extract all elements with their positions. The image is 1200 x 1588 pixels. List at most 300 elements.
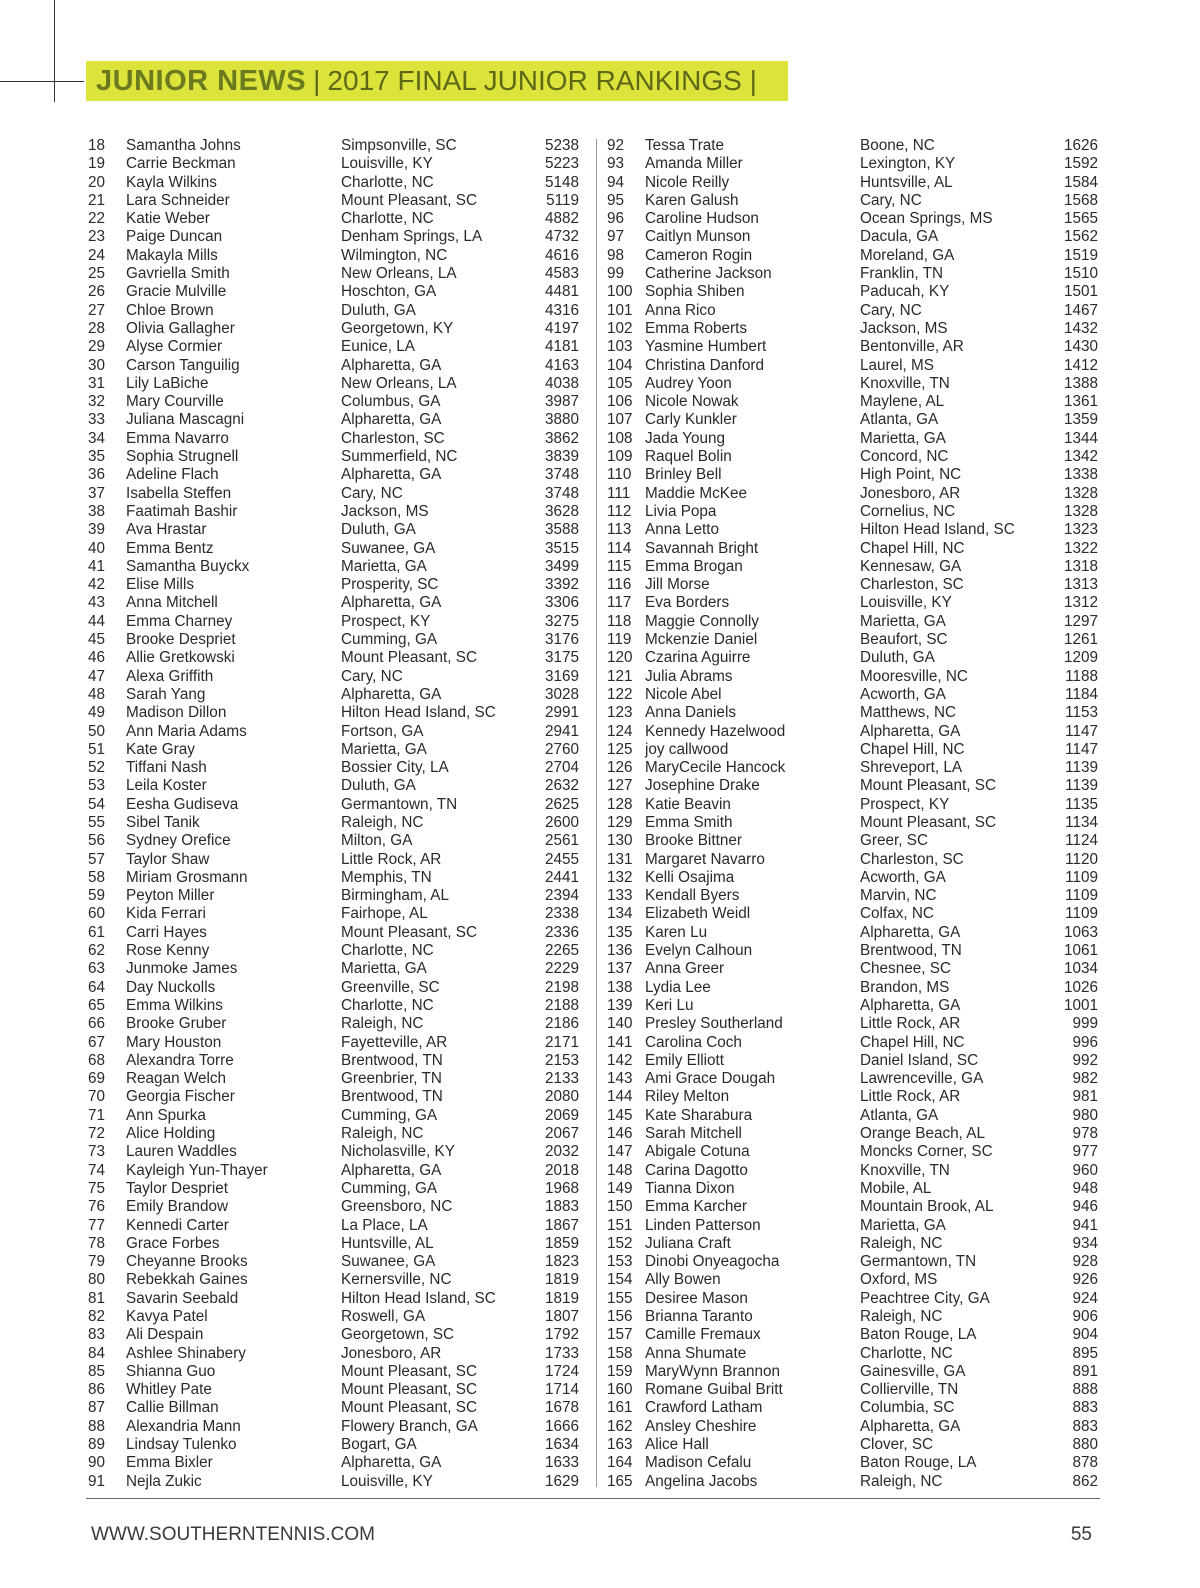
ranking-row — [604, 1436, 1100, 1454]
hometown-cell: Cumming, GA — [341, 1106, 438, 1124]
ranking-row — [604, 411, 1100, 429]
ranking-row — [86, 155, 581, 173]
ranking-row — [604, 631, 1100, 649]
player-name-cell: Cheyanne Brooks — [126, 1253, 248, 1271]
points-cell: 1188 — [1065, 667, 1098, 685]
points-cell: 1819 — [544, 1271, 579, 1289]
points-cell: 2069 — [544, 1106, 579, 1124]
rank-cell: 157 — [607, 1326, 633, 1344]
rank-cell: 19 — [88, 155, 106, 173]
hometown-cell: Marietta, GA — [860, 1216, 946, 1234]
rank-cell: 49 — [88, 704, 106, 722]
hometown-cell: Germantown, TN — [341, 795, 458, 813]
hometown-cell: Raleigh, NC — [341, 1015, 424, 1033]
ranking-row — [604, 393, 1100, 411]
ranking-row — [86, 375, 581, 393]
hometown-cell: Raleigh, NC — [860, 1234, 943, 1252]
hometown-cell: Jackson, MS — [341, 502, 429, 520]
rank-cell: 88 — [88, 1417, 106, 1435]
hometown-cell: Eunice, LA — [341, 338, 415, 356]
points-cell: 2941 — [544, 722, 579, 740]
player-name-cell: Karen Galush — [645, 191, 739, 209]
hometown-cell: La Place, LA — [341, 1216, 428, 1234]
player-name-cell: Mary Houston — [126, 1033, 222, 1051]
player-name-cell: Nicole Nowak — [645, 393, 739, 411]
rank-cell: 112 — [607, 502, 632, 520]
rank-cell: 144 — [607, 1088, 633, 1106]
hometown-cell: Marietta, GA — [860, 612, 946, 630]
hometown-cell: Maylene, AL — [860, 393, 945, 411]
player-name-cell: Brooke Despriet — [126, 631, 236, 649]
ranking-row — [86, 1436, 581, 1454]
points-cell: 1109 — [1065, 887, 1098, 905]
rank-cell: 66 — [88, 1015, 106, 1033]
hometown-cell: Charleston, SC — [860, 576, 964, 594]
points-cell: 3628 — [544, 502, 579, 520]
points-cell: 883 — [1072, 1417, 1098, 1435]
ranking-row — [86, 174, 581, 192]
hometown-cell: Brentwood, TN — [341, 1051, 443, 1069]
points-cell: 2704 — [544, 759, 579, 777]
player-name-cell: Eva Borders — [645, 594, 730, 612]
ranking-row — [604, 887, 1100, 905]
player-name-cell: Nicole Reilly — [645, 173, 730, 191]
rank-cell: 131 — [607, 850, 633, 868]
ranking-row — [604, 1345, 1100, 1363]
rank-cell: 105 — [607, 374, 633, 392]
rank-cell: 24 — [88, 246, 106, 264]
hometown-cell: Alpharetta, GA — [341, 411, 442, 429]
hometown-cell: Chesnee, SC — [860, 960, 951, 978]
points-cell: 1120 — [1065, 850, 1098, 868]
ranking-row — [86, 1381, 581, 1399]
rank-cell: 126 — [607, 759, 633, 777]
player-name-cell: Anna Shumate — [645, 1344, 747, 1362]
rank-cell: 132 — [607, 868, 633, 886]
points-cell: 2198 — [544, 978, 579, 996]
rank-cell: 18 — [88, 137, 106, 154]
hometown-cell: Marvin, NC — [860, 887, 937, 905]
points-cell: 1568 — [1063, 191, 1098, 209]
points-cell: 3588 — [544, 521, 579, 539]
rank-cell: 38 — [88, 502, 106, 520]
ranking-row — [86, 466, 581, 484]
ranking-row — [604, 1473, 1100, 1491]
player-name-cell: Livia Popa — [645, 502, 717, 520]
rank-cell: 95 — [607, 191, 625, 209]
ranking-row — [86, 1345, 581, 1363]
rankings-column-left — [86, 137, 581, 1491]
hometown-cell: Chapel Hill, NC — [860, 1033, 965, 1051]
rank-cell: 98 — [607, 246, 625, 264]
points-cell: 1634 — [544, 1436, 579, 1454]
ranking-row — [86, 558, 581, 576]
rank-cell: 44 — [88, 612, 106, 630]
rank-cell: 74 — [88, 1161, 106, 1179]
points-cell: 926 — [1072, 1271, 1098, 1289]
player-name-cell: Savannah Bright — [645, 539, 759, 557]
rank-cell: 36 — [88, 466, 106, 484]
ranking-row — [86, 942, 581, 960]
rank-cell: 47 — [88, 667, 106, 685]
points-cell: 1519 — [1063, 246, 1098, 264]
hometown-cell: Raleigh, NC — [341, 813, 424, 831]
rank-cell: 109 — [607, 448, 633, 466]
player-name-cell: Carolina Coch — [645, 1033, 742, 1051]
points-cell: 4038 — [544, 374, 579, 392]
player-name-cell: Brooke Gruber — [126, 1015, 227, 1033]
ranking-row — [604, 137, 1100, 155]
ranking-row — [604, 1143, 1100, 1161]
rank-cell: 96 — [607, 210, 625, 228]
rank-cell: 72 — [88, 1125, 106, 1143]
ranking-row — [86, 338, 581, 356]
hometown-cell: Lawrenceville, GA — [860, 1070, 984, 1088]
points-cell: 1139 — [1065, 759, 1098, 777]
hometown-cell: Wilmington, NC — [341, 246, 448, 264]
player-name-cell: Rebekkah Gaines — [126, 1271, 248, 1289]
rank-cell: 20 — [88, 173, 106, 191]
player-name-cell: Kennedi Carter — [126, 1216, 229, 1234]
ranking-row — [604, 594, 1100, 612]
rank-cell: 164 — [607, 1454, 633, 1472]
points-cell: 891 — [1072, 1362, 1098, 1380]
points-cell: 2018 — [544, 1161, 579, 1179]
crop-mark-vertical — [54, 0, 55, 102]
player-name-cell: Isabella Steffen — [126, 484, 232, 502]
points-cell: 977 — [1072, 1143, 1098, 1161]
rank-cell: 60 — [88, 905, 106, 923]
points-cell: 862 — [1072, 1472, 1098, 1490]
rank-cell: 103 — [607, 338, 633, 356]
ranking-row — [86, 247, 581, 265]
player-name-cell: Emma Charney — [126, 612, 233, 630]
hometown-cell: Marietta, GA — [860, 429, 946, 447]
player-name-cell: Ann Maria Adams — [126, 722, 247, 740]
points-cell: 2336 — [544, 923, 579, 941]
ranking-row — [604, 320, 1100, 338]
points-cell: 1328 — [1063, 484, 1098, 502]
ranking-row — [604, 1381, 1100, 1399]
hometown-cell: Mobile, AL — [860, 1179, 932, 1197]
ranking-row — [604, 1326, 1100, 1344]
ranking-row — [86, 503, 581, 521]
rank-cell: 71 — [88, 1106, 106, 1124]
ranking-row — [604, 1088, 1100, 1106]
points-cell: 924 — [1072, 1289, 1098, 1307]
ranking-row — [86, 960, 581, 978]
ranking-row — [86, 448, 581, 466]
rank-cell: 154 — [607, 1271, 633, 1289]
ranking-row — [86, 832, 581, 850]
hometown-cell: Cumming, GA — [341, 1179, 438, 1197]
player-name-cell: Mary Courville — [126, 393, 224, 411]
ranking-row — [86, 283, 581, 301]
points-cell: 1184 — [1065, 685, 1098, 703]
hometown-cell: Jackson, MS — [860, 319, 948, 337]
rank-cell: 118 — [607, 612, 632, 630]
points-cell: 1063 — [1063, 923, 1098, 941]
ranking-row — [604, 686, 1100, 704]
ranking-row — [604, 1363, 1100, 1381]
rank-cell: 155 — [607, 1289, 633, 1307]
rank-cell: 31 — [88, 374, 106, 392]
ranking-row — [86, 1235, 581, 1253]
rank-cell: 75 — [88, 1179, 106, 1197]
ranking-row — [604, 430, 1100, 448]
points-cell: 3028 — [544, 685, 579, 703]
points-cell: 2188 — [544, 996, 579, 1014]
ranking-row — [86, 320, 581, 338]
rank-cell: 28 — [88, 319, 106, 337]
player-name-cell: Czarina Aguirre — [645, 649, 751, 667]
points-cell: 2760 — [544, 740, 579, 758]
ranking-row — [604, 832, 1100, 850]
points-cell: 1733 — [544, 1344, 579, 1362]
rank-cell: 30 — [88, 356, 106, 374]
rank-cell: 41 — [88, 557, 106, 575]
rankings-column-right — [604, 137, 1100, 1491]
player-name-cell: Christina Danford — [645, 356, 765, 374]
player-name-cell: Emma Bentz — [126, 539, 214, 557]
rank-cell: 108 — [607, 429, 633, 447]
player-name-cell: Angelina Jacobs — [645, 1472, 758, 1490]
rank-cell: 152 — [607, 1234, 633, 1252]
ranking-row — [86, 137, 581, 155]
points-cell: 904 — [1072, 1326, 1098, 1344]
player-name-cell: Makayla Mills — [126, 246, 218, 264]
player-name-cell: Caitlyn Munson — [645, 228, 751, 246]
player-name-cell: Katie Weber — [126, 210, 210, 228]
hometown-cell: Charlotte, NC — [341, 173, 434, 191]
rank-cell: 146 — [607, 1125, 633, 1143]
player-name-cell: Grace Forbes — [126, 1234, 220, 1252]
player-name-cell: Tessa Trate — [645, 137, 725, 154]
player-name-cell: Elizabeth Weidl — [645, 905, 751, 923]
rank-cell: 48 — [88, 685, 106, 703]
rank-cell: 91 — [88, 1472, 106, 1490]
hometown-cell: Marietta, GA — [341, 960, 427, 978]
hometown-cell: Fairhope, AL — [341, 905, 428, 923]
hometown-cell: Roswell, GA — [341, 1308, 426, 1325]
player-name-cell: Sophia Strugnell — [126, 448, 239, 466]
hometown-cell: Atlanta, GA — [860, 411, 939, 429]
points-cell: 996 — [1072, 1033, 1098, 1051]
points-cell: 1318 — [1063, 557, 1098, 575]
column-divider — [596, 139, 597, 1487]
hometown-cell: Louisville, KY — [341, 1472, 433, 1490]
player-name-cell: Dinobi Onyeagocha — [645, 1253, 780, 1271]
ranking-row — [86, 649, 581, 667]
points-cell: 982 — [1072, 1070, 1098, 1088]
hometown-cell: Chapel Hill, NC — [860, 539, 965, 557]
ranking-row — [86, 1088, 581, 1106]
rank-cell: 26 — [88, 283, 106, 301]
rank-cell: 134 — [607, 905, 633, 923]
ranking-row — [604, 448, 1100, 466]
points-cell: 934 — [1072, 1234, 1098, 1252]
ranking-row — [604, 924, 1100, 942]
player-name-cell: MaryCecile Hancock — [645, 759, 786, 777]
points-cell: 4583 — [544, 265, 579, 283]
player-name-cell: Alexa Griffith — [126, 667, 214, 685]
rank-cell: 25 — [88, 265, 106, 283]
points-cell: 2032 — [544, 1143, 579, 1161]
hometown-cell: Charlotte, NC — [341, 996, 434, 1014]
player-name-cell: Kavya Patel — [126, 1308, 208, 1325]
rank-cell: 162 — [607, 1417, 633, 1435]
player-name-cell: Sydney Orefice — [126, 832, 231, 850]
section-label: JUNIOR NEWS — [96, 64, 307, 97]
ranking-row — [86, 411, 581, 429]
points-cell: 978 — [1072, 1125, 1098, 1143]
rank-cell: 116 — [607, 576, 632, 594]
points-cell: 4197 — [544, 319, 579, 337]
hometown-cell: Paducah, KY — [860, 283, 950, 301]
rankings-table — [86, 137, 1100, 1490]
player-name-cell: Tianna Dixon — [645, 1179, 735, 1197]
rank-cell: 120 — [607, 649, 633, 667]
player-name-cell: Carson Tanguilig — [126, 356, 240, 374]
points-cell: 1823 — [544, 1253, 579, 1271]
ranking-row — [604, 869, 1100, 887]
player-name-cell: Rose Kenny — [126, 942, 210, 960]
points-cell: 1819 — [544, 1289, 579, 1307]
ranking-row — [86, 979, 581, 997]
hometown-cell: Boone, NC — [860, 137, 935, 154]
points-cell: 1666 — [544, 1417, 579, 1435]
ranking-row — [604, 1235, 1100, 1253]
rank-cell: 67 — [88, 1033, 106, 1051]
points-cell: 2080 — [544, 1088, 579, 1106]
points-cell: 1342 — [1063, 448, 1098, 466]
player-name-cell: Kennedy Hazelwood — [645, 722, 786, 740]
hometown-cell: Knoxville, TN — [860, 1161, 950, 1179]
player-name-cell: Maddie McKee — [645, 484, 748, 502]
ranking-row — [604, 155, 1100, 173]
hometown-cell: Georgetown, KY — [341, 319, 454, 337]
hometown-cell: Raleigh, NC — [860, 1308, 943, 1325]
rank-cell: 158 — [607, 1344, 633, 1362]
points-cell: 1109 — [1065, 868, 1098, 886]
hometown-cell: Louisville, KY — [341, 155, 433, 173]
player-name-cell: Linden Patterson — [645, 1216, 761, 1234]
points-cell: 2394 — [544, 887, 579, 905]
player-name-cell: Emily Elliott — [645, 1051, 725, 1069]
rank-cell: 150 — [607, 1198, 633, 1216]
rank-cell: 76 — [88, 1198, 106, 1216]
points-cell: 999 — [1072, 1015, 1098, 1033]
points-cell: 1297 — [1063, 612, 1098, 630]
points-cell: 1626 — [1063, 137, 1098, 154]
player-name-cell: Amanda Miller — [645, 155, 743, 173]
ranking-row — [86, 1399, 581, 1417]
player-name-cell: Madison Cefalu — [645, 1454, 752, 1472]
hometown-cell: Alpharetta, GA — [860, 996, 961, 1014]
player-name-cell: Maggie Connolly — [645, 612, 759, 630]
ranking-row — [86, 1125, 581, 1143]
player-name-cell: Juliana Craft — [645, 1234, 731, 1252]
rank-cell: 130 — [607, 832, 633, 850]
points-cell: 3306 — [544, 594, 579, 612]
player-name-cell: Alexandra Torre — [126, 1051, 234, 1069]
rank-cell: 141 — [607, 1033, 633, 1051]
ranking-row — [86, 1418, 581, 1436]
points-cell: 1792 — [544, 1326, 579, 1344]
player-name-cell: Reagan Welch — [126, 1070, 227, 1088]
points-cell: 1807 — [544, 1308, 579, 1325]
hometown-cell: Mount Pleasant, SC — [341, 1362, 478, 1380]
hometown-cell: Duluth, GA — [341, 777, 416, 795]
player-name-cell: Samantha Buyckx — [126, 557, 250, 575]
player-name-cell: Kate Gray — [126, 740, 195, 758]
points-cell: 1328 — [1063, 502, 1098, 520]
player-name-cell: Mckenzie Daniel — [645, 631, 758, 649]
hometown-cell: Brentwood, TN — [341, 1088, 443, 1106]
rank-cell: 93 — [607, 155, 625, 173]
rank-cell: 153 — [607, 1253, 633, 1271]
player-name-cell: Carri Hayes — [126, 923, 207, 941]
rank-cell: 22 — [88, 210, 106, 228]
ranking-row — [604, 503, 1100, 521]
rank-cell: 100 — [607, 283, 633, 301]
hometown-cell: Columbia, SC — [860, 1399, 955, 1417]
player-name-cell: Evelyn Calhoun — [645, 942, 753, 960]
player-name-cell: Alice Hall — [645, 1436, 709, 1454]
ranking-row — [86, 1143, 581, 1161]
player-name-cell: Miriam Grosmann — [126, 868, 248, 886]
rank-cell: 124 — [607, 722, 633, 740]
points-cell: 1633 — [544, 1454, 579, 1472]
ranking-row — [86, 1363, 581, 1381]
hometown-cell: Alpharetta, GA — [860, 923, 961, 941]
ranking-row — [86, 1454, 581, 1472]
points-cell: 2153 — [544, 1051, 579, 1069]
player-name-cell: Adeline Flach — [126, 466, 219, 484]
ranking-row — [604, 1198, 1100, 1216]
hometown-cell: Brentwood, TN — [860, 942, 962, 960]
hometown-cell: Charlotte, NC — [341, 942, 434, 960]
ranking-row — [86, 1326, 581, 1344]
hometown-cell: Mount Pleasant, SC — [860, 777, 997, 795]
points-cell: 3748 — [544, 466, 579, 484]
player-name-cell: Riley Melton — [645, 1088, 730, 1106]
points-cell: 2186 — [544, 1015, 579, 1033]
ranking-row — [86, 1034, 581, 1052]
hometown-cell: Louisville, KY — [860, 594, 952, 612]
player-name-cell: Ally Bowen — [645, 1271, 721, 1289]
rank-cell: 55 — [88, 813, 106, 831]
points-cell: 3987 — [544, 393, 579, 411]
ranking-row — [86, 796, 581, 814]
rank-cell: 79 — [88, 1253, 106, 1271]
rank-cell: 68 — [88, 1051, 106, 1069]
ranking-row — [86, 869, 581, 887]
rank-cell: 142 — [607, 1051, 633, 1069]
rank-cell: 23 — [88, 228, 106, 246]
player-name-cell: Paige Duncan — [126, 228, 223, 246]
ranking-row — [86, 759, 581, 777]
player-name-cell: Audrey Yoon — [645, 374, 732, 392]
rank-cell: 81 — [88, 1289, 106, 1307]
points-cell: 5148 — [544, 173, 579, 191]
ranking-row — [604, 796, 1100, 814]
points-cell: 4181 — [544, 338, 579, 356]
rank-cell: 110 — [607, 466, 632, 484]
ranking-row — [604, 540, 1100, 558]
points-cell: 1139 — [1065, 777, 1098, 795]
rank-cell: 87 — [88, 1399, 106, 1417]
